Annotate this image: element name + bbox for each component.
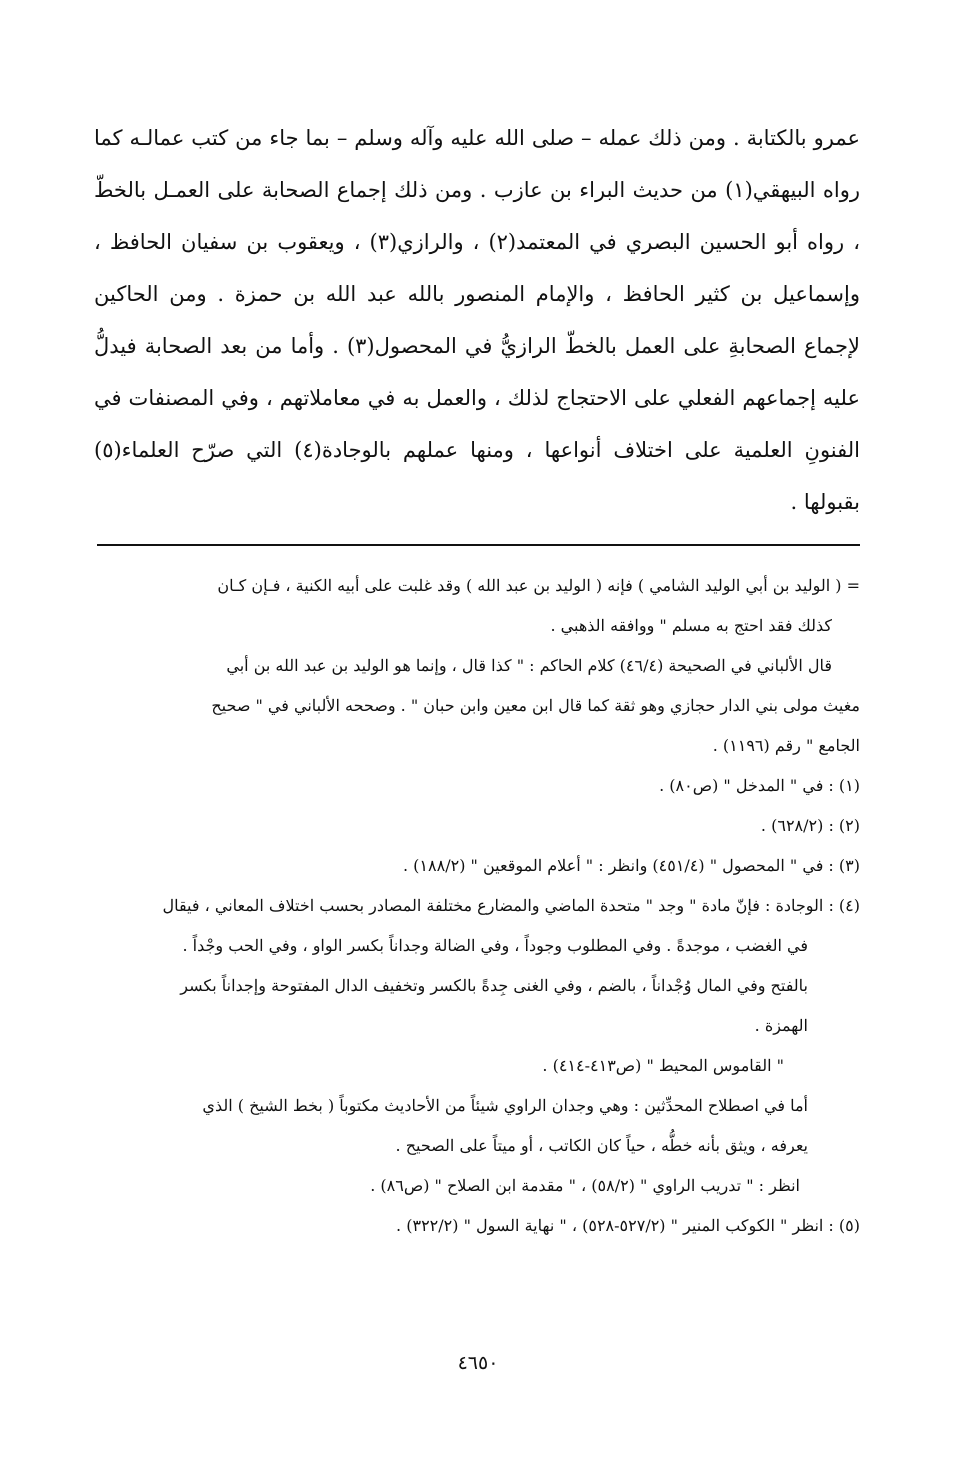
footnote-line: (١) : في " المدخل " (ص٨٠) . [659, 776, 860, 795]
footnote-line: الجامع " رقم (١١٩٦) . [712, 736, 860, 755]
footnote-line: = ( الوليد بن أبي الوليد الشامي ) فإنه ( الوليد بن عبد الله ) وقد غلبت على أبيه الكنية ، فـإن كـان [217, 576, 860, 595]
footnote-line: يعرفه ، ويثق بأنه خطُّه ، حياً كان الكاتب ، أو ميتاً على الصحيح . [395, 1136, 808, 1155]
footnote-line: الهمزة . [754, 1016, 808, 1035]
footnote-line: كذلك فقد احتج به مسلم " ووافقه الذهبي . [550, 616, 832, 635]
footnote-line: قال الألباني في الصحيحة (٤٦/٤) كلام الحاكم : " كذا قال ، وإنما هو الوليد بن عبد الله بن أبي [226, 656, 832, 675]
page-number: ٤٦٥٠ [457, 1352, 499, 1374]
footnote-line: (٤) : الوجادة : فإنّ مادة " وجد " متحدة الماضي والمضارع مختلفة المصادر بحسب اختلاف المعاني ، فيقال [162, 896, 860, 915]
main-body-text [94, 112, 860, 528]
main-paragraph: عمرو بالكتابة . ومن ذلك عمله – صلى الله عليه وآله وسلم – بما جاء من كتب عمالـه كما رواه البيهقي(١) من حديث البراء بن عازب . ومن ذلك إجماع الصحابة على العمـل بالخطّ ، رواه أبو الحسين البصري في المعتمد(٢) ، والرازي(٣) ، ويعقوب بن سفيان الحافظ ، وإسماعيل بن كثير الحافظ ، والإمام المنصور بالله عبد الله بن حمزة . ومن الحاكين لإجماع الصحابةِ على العمل بالخطّ الرازيُّ في المحصول(٣) . وأما من بعد الصحابة فيدلُّ عليه إجماعهم الفعلي على الاحتجاج لذلك ، والعمل به في معاملاتهم ، وفي المصنفات في الفنونِ العلمية على اختلاف أنواعها ، ومنها عملهم بالوجادة(٤) التي صرّح العلماء(٥) بقبولها . [94, 126, 860, 514]
footnote-line: (٣) : في " المحصول " (٤٥١/٤) وانظر : " أعلام الموقعين " (١٨٨/٢) . [403, 856, 860, 875]
footnote-line: (٥) : انظر " الكوكب المنير " (٥٢٧/٢-٥٢٨) ، " نهاية السول " (٣٢٢/٢) . [396, 1216, 860, 1235]
footnote-line: " القاموس المحيط " (ص٤١٣-٤١٤) . [542, 1056, 784, 1075]
footnote-line: في الغضب ، موجدةً . وفي المطلوب وجوداً ، وفي الضالة وجداناً بكسر الواو ، وفي الحب وجْداً . [182, 936, 808, 955]
footnote-line: مغيث مولى بني الدار حجازي وهو ثقة كما قال ابن معين وابن حبان " . وصححه الألباني في " صحيح [211, 696, 860, 715]
footnote-line: أما في اصطلاح المحدِّثين : وهي وجدان الراوي شيئاً من الأحاديث مكتوباً ( بخط الشيخ ) الذي [202, 1096, 808, 1115]
footnote-line: (٢) : (٦٢٨/٢) . [760, 816, 860, 835]
footnote-line: انظر : " تدريب الراوي " (٥٨/٢) ، " مقدمة ابن الصلاح " (ص٨٦) . [370, 1176, 800, 1195]
footnotes [90, 566, 860, 1246]
footnote-line: بالفتح وفي المال وُجْداناً ، بالضم ، وفي الغنى جِدةً بالكسر وتخفيف الدال المفتوحة وإجداناً بكسر [180, 976, 808, 995]
footnote-divider [97, 544, 860, 546]
